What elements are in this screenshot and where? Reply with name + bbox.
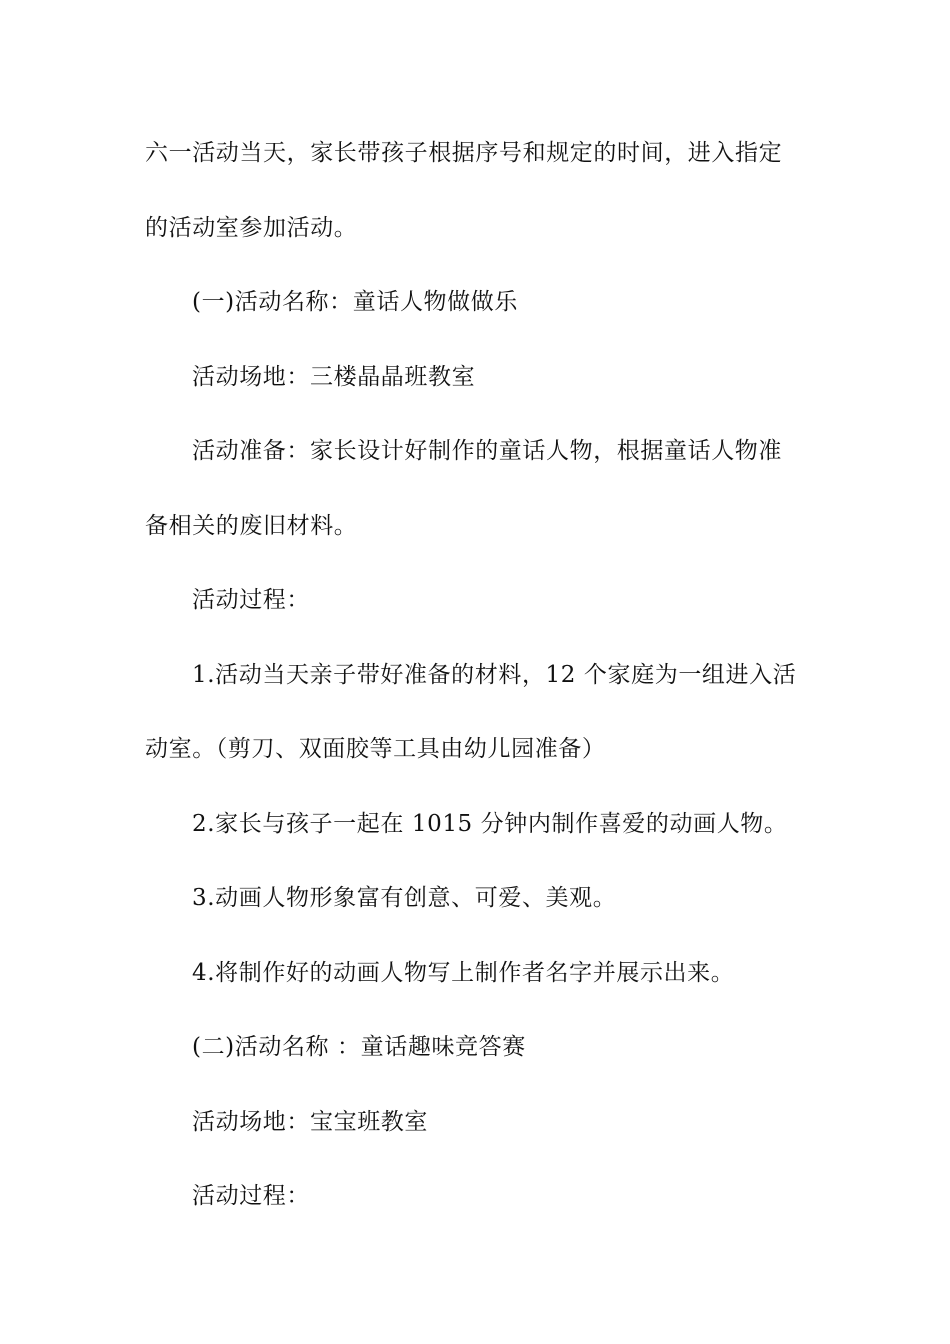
- activity-1-process-heading: 活动过程：: [192, 587, 310, 613]
- activity-2-venue: 活动场地：宝宝班教室: [192, 1108, 428, 1135]
- activity-1-venue: 活动场地：三楼晶晶班教室: [192, 363, 476, 390]
- activity-2-process-heading: 活动过程：: [192, 1183, 310, 1209]
- process-step-4: 4.将制作好的动画人物写上制作者名字并展示出来。: [192, 959, 735, 986]
- activity-1-preparation: 活动准备：家长设计好制作的童话人物，根据童话人物准: [192, 438, 782, 464]
- process-step-1: 1.活动当天亲子带好准备的材料，12 个家庭为一组进入活: [192, 661, 797, 688]
- paragraph-line: 的活动室参加活动。: [145, 214, 358, 241]
- activity-1-title: (一)活动名称：童话人物做做乐: [192, 289, 518, 315]
- paragraph-line: 动室。（剪刀、双面胶等工具由幼儿园准备）: [145, 736, 606, 762]
- process-step-2: 2.家长与孩子一起在 1015 分钟内制作喜爱的动画人物。: [192, 810, 788, 837]
- activity-2-title: (二)活动名称 ：童话趣味竞答赛: [192, 1034, 526, 1060]
- document-body: [145, 130, 810, 1248]
- process-step-3: 3.动画人物形象富有创意、可爱、美观。: [192, 885, 617, 911]
- paragraph-line: 六一活动当天，家长带孩子根据序号和规定的时间，进入指定: [145, 140, 783, 166]
- paragraph-line: 备相关的废旧材料。: [145, 512, 358, 539]
